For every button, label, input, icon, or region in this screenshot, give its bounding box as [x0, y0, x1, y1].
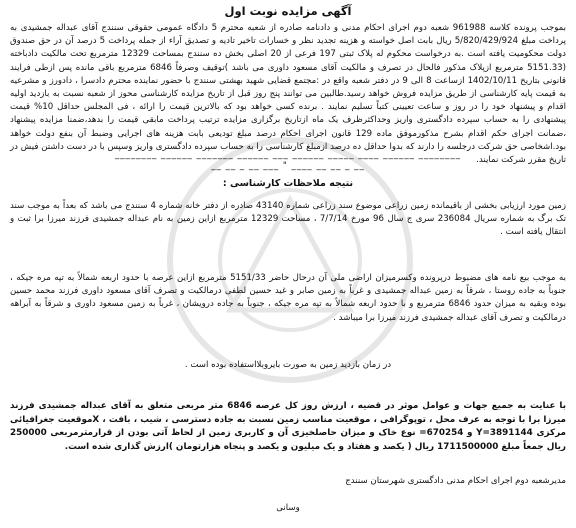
notice-title: آگهی مزایده نوبت اول	[224, 4, 352, 18]
valuation-paragraph: با عنایت به جمیع جهات و عوامل موثر در قضیه ، ارزش روز کل عرصه 6846 متر مربعی متعلق به آقای عبداله جمشیدی فرزند میرزا برا با توجه به عرف محل ، توپوگرافی ، موقعیت مناسب زمین نسبت به جاده دسترسی ، شیب ، بافت ، Xموقعیت جغرافیائی مرکزی 3891144=Y و 670254= نوع خاک و میزان حاصلخیزی آن و کاربری زمین از لحاظ آتی بودن از قرارمترمربعی 250000 ریال جمعاً مبلغ 1711500000 ریال ( یکصد و هفتاد و یک میلیون و یکصد و پنجاه هزارتومان )ارزش گذاری شده است.	[10, 401, 567, 452]
separator-line	[70, 150, 506, 172]
separator-line-2: __ _ __ __ ____ " ___ __ _ __ __	[211, 161, 365, 171]
footer-name: وسانی	[276, 503, 300, 513]
expert-heading: نتیجه ملاحظات کارشناسی :	[222, 178, 354, 189]
footer-office: مدیرشعبه دوم اجرای احکام مدنی دادگستری شهرستان سنندج	[345, 476, 566, 486]
separator-line-1: ________ ______ ____ _____ ______ ___ ______ _______ ______ ________	[114, 150, 462, 160]
usage-note: در زمان بازدید زمین به صورت بایروبلااستفاده بوده است .	[184, 360, 392, 370]
intro-paragraph: بموجب پرونده کلاسه 961988 شعبه دوم اجرای احکام مدنی و دادنامه صادره از شعبه محترم 5 دادگاه عمومی حقوقی سنندج آقای عبداله جمشیدی به پرداخت مبلغ 5/820/429/924 ریال بابت اصل خواسته و هزینه تجدید نظر و خسارات تاخیر تادیه و تصدیق آراء از جمله پرداخت 5 درصد آن در حق صندوق دولت محکومیت یافته است .به درخواست محکوم له پلاک ثبتی 197 فرعی از 20 اصلی بخش ده سنندج بمساحت 12329 مترمربع تحت مالکیت دادباخته (5151.33 مترمربع ازپلاک مذکور فالحال در تصرف و مالکیت آقای مسعود داوری می باشد )توقیف وصرفاً 6846 مترمربع باقی مانده پس ازطی فرایند قانونی بتاریخ 1402/10/11 ازساعت 8 الی 9 در دفتر شعبه واقع در :مجتمع قضایی شهید بهشتی سنندج با حضور نماینده محترم دادسرا ، دادورز و مشرعیه به قیمت پایه کارشناسی از طریق مزایده فروش خواهد رسید.طالبین می توانند پنج روز قبل از تاریخ مزایده کارشناسی محوز از شعبه نسبت به بازدید اولیه اقدام و پیشنهاد خود را در روز و ساعت تعیینی کتباً تسلیم نمایند . برنده کسی خواهد بود که بالاترین قیمت را ارائه ، فی المجلس حداقل 10% قیمت پیشنهادی را به حساب سپرده دادگستری واریز وحداکثرظرف یک ماه ازتاریخ برگزاری مزایده ترتیب پرداخت مابقی قیمت را بدهد،ضمنا مزایده پیشنهاد ،ضمانت اجرای حکم اقدام بشرح مذکورموفق ماده 129 قانون اجرای احکام درصد مبلغ تودیعی بابت هزینه های اجرایی وضبط آن بنفع دولت خواهد بود.اشخاصی حق شرکت درجلسه را دارند که بدوا حداقل ده درصد ازمبلغ کارشناسی را به حساب سپرده دادگستری واریز وسپس با در دست داشتن فیش در تاریخ مقرر شرکت نمایند.	[10, 23, 567, 166]
expert-paragraph-2: به موجب بیع نامه های مضبوط درپرونده وکسرمیزان اراضی ملی آن درحال حاضر 5151/33 مترمربع ازاین عرصه با حدود اربعه شمالاً به تپه مره جیکه ، جنوباً به جاده روستا ، شرقاً به زمین عبداله جمشیدی و غرباً به زمین صابر و غید حسین لطفی درمالکیت و تصرف آقای مسعود داوری فرزند محمد حسین بوده وبقیه به میزان حدود 6846 مترمربع و با حدود اربعه شمالاً به تپه مره جیکه ، جنوباً به جاده درویشان ، غرباً به زمین مسعود داوری و شرقاً به آبراهه درمالکیت و تصرف آقای عبداله جمشیدی فرزند میرزا برا میباشد .	[10, 273, 566, 323]
expert-paragraph-1: زمین مورد ارزیابی بخشی از باقیمانده زمین زراعی موضوع سند زراعی شماره 43140 صادره از دفتر خانه شماره 4 سنندج می باشد که بعداً به موجب سند تک برگ به شماره سریال 236084 سری ج سال 96 مورخ 7/7/14 ، مساحت 12329 مترمربع ازاین زمین به نام عبداله جمشیدی فرزند میرزا برا ثبت و انتقال یافته است .	[10, 201, 566, 238]
